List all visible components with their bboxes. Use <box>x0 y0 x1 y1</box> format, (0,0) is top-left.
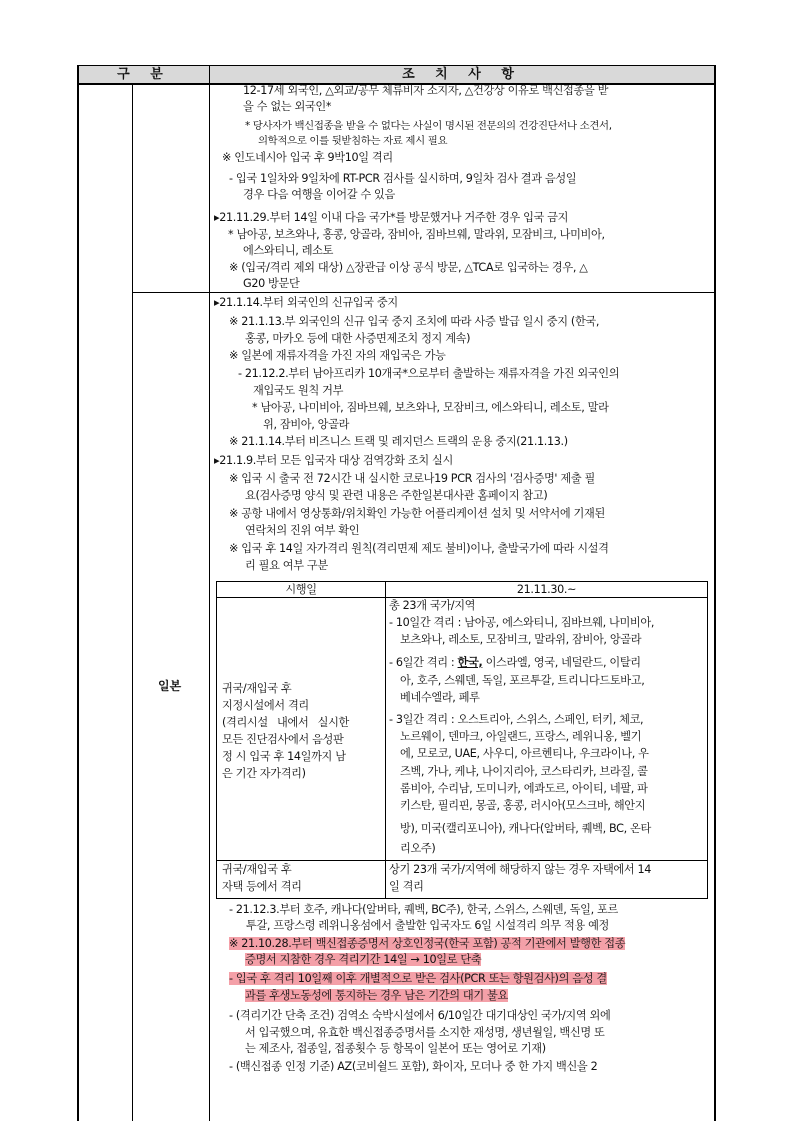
japan-line: 리 필요 여부 구분 <box>245 559 328 572</box>
country-list-line: 베네수엘라, 페루 <box>400 691 480 704</box>
japan-line: ▸21.1.14.부터 외국인의 신규입국 중지 <box>214 296 398 309</box>
country-list-line: 즈벡, 가나, 케냐, 나이지리아, 코스타리카, 브라질, 콜 <box>400 765 648 778</box>
indonesia-line: ※ 인도네시아 입국 후 9박10일 격리 <box>222 151 393 164</box>
column-divider <box>209 65 210 1121</box>
country-list-line: 보츠와나, 레소토, 모잠비크, 말라위, 잠비아, 앙골라 <box>400 633 642 646</box>
country-list-line-six-day <box>389 655 641 671</box>
indonesia-line: 12-17세 외국인, △외교/공무 체류비자 소지자, △건강상 이유로 백신접종을 받 <box>243 84 609 97</box>
japan-line: ※ 입국 시 출국 전 72시간 내 실시한 코로나19 PCR 검사의 '검사증명' 제출 필 <box>229 472 595 485</box>
facility-quarantine-desc: 지정시설에서 격리 <box>222 699 309 712</box>
japan-line: ※ 공항 내에서 영상통화/위치확인 가능한 어플리케이션 설치 및 서약서에 기재된 <box>229 507 605 520</box>
highlighted-text: 과를 후생노동성에 통지하는 경우 남은 기간의 대기 불요 <box>245 989 508 1002</box>
korea-highlight: 한국, <box>457 656 483 669</box>
japan-after-line <box>229 936 625 952</box>
japan-line: 연락처의 진위 여부 확인 <box>245 524 360 537</box>
highlighted-text: 증명서 지참한 경우 격리기간 14일 → 10일로 단축 <box>245 953 482 966</box>
country-label-japan: 일본 <box>158 679 182 693</box>
japan-line: 재입국도 원칙 거부 <box>253 384 344 397</box>
inner-table-bottom <box>216 898 708 899</box>
japan-after-line <box>229 971 607 987</box>
inner-left-rule <box>132 84 133 1121</box>
japan-line: 홍콩, 마카오 등에 대한 사증면제조치 정지 계속) <box>245 332 471 345</box>
japan-after-line: 투갈, 프랑스령 레위니옹섬에서 출발한 입국자도 6일 시설격리 의무 적용 예정 <box>246 919 610 932</box>
japan-line: * 남아공, 나미비아, 짐바브웨, 보츠와나, 모잠비크, 에스와티니, 레소토, 말라 <box>252 401 609 414</box>
japan-line: ※ 일본에 재류자격을 가진 자의 재입국은 가능 <box>229 349 446 362</box>
row-divider <box>132 292 715 293</box>
japan-after-line: 는 제조사, 접종일, 접종횟수 등 항목이 일본어 또는 영어로 기재) <box>245 1042 546 1055</box>
country-list-line: - 10일간 격리 : 남아공, 에스와티니, 짐바브웨, 나미비아, <box>389 616 655 629</box>
six-day-rest: 이스라엘, 영국, 네덜란드, 이탈리 <box>482 656 641 669</box>
table-border-left <box>77 65 79 1121</box>
japan-after-line: - (격리기간 단축 조건) 검역소 숙박시설에서 6/10일간 대기대상인 국가/지역 외에 <box>229 1009 611 1022</box>
header-col-category: 구 분 <box>79 66 209 83</box>
indonesia-line: 을 수 없는 외국인* <box>243 100 332 113</box>
japan-after-line: - (백신접종 인정 기준) AZ(코비쉴드 포함), 화이자, 모더나 중 한 가지 백신을 2 <box>229 1060 598 1073</box>
indonesia-line: 경우 다음 여행을 이어갈 수 있음 <box>243 188 395 201</box>
inner-table-row-divider <box>216 860 708 861</box>
highlighted-text: - 입국 후 격리 10일째 이후 개별적으로 받은 검사(PCR 또는 항원검사)의 음성 결 <box>229 972 607 985</box>
highlighted-text: ※ 21.10.28.부터 백신접종증명서 상호인정국(한국 포함) 공적 기관에서 발행한 접종 <box>229 937 626 950</box>
inner-table-left <box>216 581 217 899</box>
facility-quarantine-desc: 모든 진단검사에서 음성판 <box>222 733 344 746</box>
country-list-line: 롬비아, 수리남, 도미니카, 에콰도르, 아이티, 네팔, 파 <box>400 782 648 795</box>
japan-line: ▸21.1.9.부터 모든 입국자 대상 검역강화 조치 실시 <box>214 454 453 467</box>
six-day-prefix: - 6일간 격리 : <box>389 656 458 669</box>
home-quarantine-rule: 상기 23개 국가/지역에 해당하지 않는 경우 자택에서 14 <box>389 863 652 876</box>
facility-quarantine-desc: 귀국/재입국 후 <box>222 682 292 695</box>
japan-after-line: - 21.12.3.부터 호주, 캐나다(알버타, 퀘벡, BC주), 한국, 스위스, 스웨덴, 독일, 포르 <box>229 903 618 916</box>
facility-quarantine-desc: (격리시설 내에서 실시한 <box>222 716 349 729</box>
indonesia-line: 의학적으로 이를 뒷받침하는 자료 제시 필요 <box>258 135 448 147</box>
home-quarantine-desc: 자택 등에서 격리 <box>222 880 302 893</box>
country-list-line: - 3일간 격리 : 오스트리아, 스위스, 스페인, 터키, 체코, <box>389 713 644 726</box>
country-list-line: 키스탄, 필리핀, 몽골, 홍콩, 러시아(모스크바, 해안지 <box>400 799 646 812</box>
inner-table-head-period: 21.11.30.~ <box>516 583 577 596</box>
japan-after-line: 서 입국했으며, 유효한 백신접종증명서를 소지한 재성명, 생년월일, 백신명 또 <box>245 1026 605 1039</box>
japan-line: ※ 21.1.14.부터 비즈니스 트랙 및 레지던스 트랙의 운용 중지(21.1.13.) <box>229 435 568 448</box>
country-list-line: 노르웨이, 덴마크, 아일랜드, 프랑스, 레위니옹, 벨기 <box>400 730 642 743</box>
home-quarantine-rule: 일 격리 <box>389 880 424 893</box>
japan-after-line <box>245 952 481 968</box>
table-border-right <box>714 65 716 1121</box>
facility-quarantine-desc: 은 기간 자가격리) <box>222 767 306 780</box>
japan-line: ※ 21.1.13.부 외국인의 신규 입국 중지 조치에 따라 사증 발급 일시 중지 (한국, <box>229 315 600 328</box>
japan-after-line <box>245 988 508 1004</box>
inner-table-mid <box>385 581 386 899</box>
indonesia-line: ▸21.11.29.부터 14일 이내 다음 국가*를 방문했거나 거주한 경우 입국 금지 <box>214 211 569 224</box>
country-list-line: 아, 호주, 스웨덴, 독일, 포르투갈, 트리니다드토바고, <box>400 674 645 687</box>
country-list-line: 총 23개 국가/지역 <box>389 599 476 612</box>
home-quarantine-desc: 귀국/재입국 후 <box>222 863 292 876</box>
indonesia-line: G20 방문단 <box>243 277 300 290</box>
indonesia-line: ※ (입국/격리 제외 대상) △장관급 이상 공식 방문, △TCA로 입국하는 경우, △ <box>229 261 588 274</box>
country-list-line: 방), 미국(캘리포니아), 캐나다(알버타, 퀘벡, BC, 온타 <box>400 822 651 835</box>
facility-quarantine-desc: 정 시 입국 후 14일까지 남 <box>222 750 346 763</box>
inner-table-head-date: 시행일 <box>285 583 317 596</box>
country-list-line: 리오주) <box>400 842 436 855</box>
japan-line: 요(검사증명 양식 및 관련 내용은 주한일본대사관 홈페이지 참고) <box>245 489 548 502</box>
inner-table-right <box>707 581 708 899</box>
indonesia-line: * 당사자가 백신접종을 받을 수 없다는 사실이 명시된 전문의의 건강진단서나 소견서, <box>245 120 612 132</box>
indonesia-line: 에스와티니, 레소토 <box>243 244 334 257</box>
country-list-line: 에, 모로코, UAE, 사우디, 아르헨티나, 우크라이나, 우 <box>400 747 649 760</box>
japan-line: 위, 잠비아, 앙골라 <box>263 418 350 431</box>
japan-line: ※ 입국 후 14일 자가격리 원칙(격리면제 제도 불비)이나, 출발국가에 따라 시설격 <box>229 542 609 555</box>
indonesia-line: - 입국 1일차와 9일차에 RT-PCR 검사를 실시하며, 9일차 검사 결과 음성일 <box>229 172 577 185</box>
header-col-measures: 조 치 사 항 <box>210 66 714 83</box>
japan-line: - 21.12.2.부터 남아프리카 10개국*으로부터 출발하는 재류자격을 가진 외국인의 <box>238 367 620 380</box>
indonesia-line: * 남아공, 보츠와나, 홍콩, 앙골라, 잠비아, 짐바브웨, 말라위, 모잠비크, 나미비아, <box>228 228 605 241</box>
